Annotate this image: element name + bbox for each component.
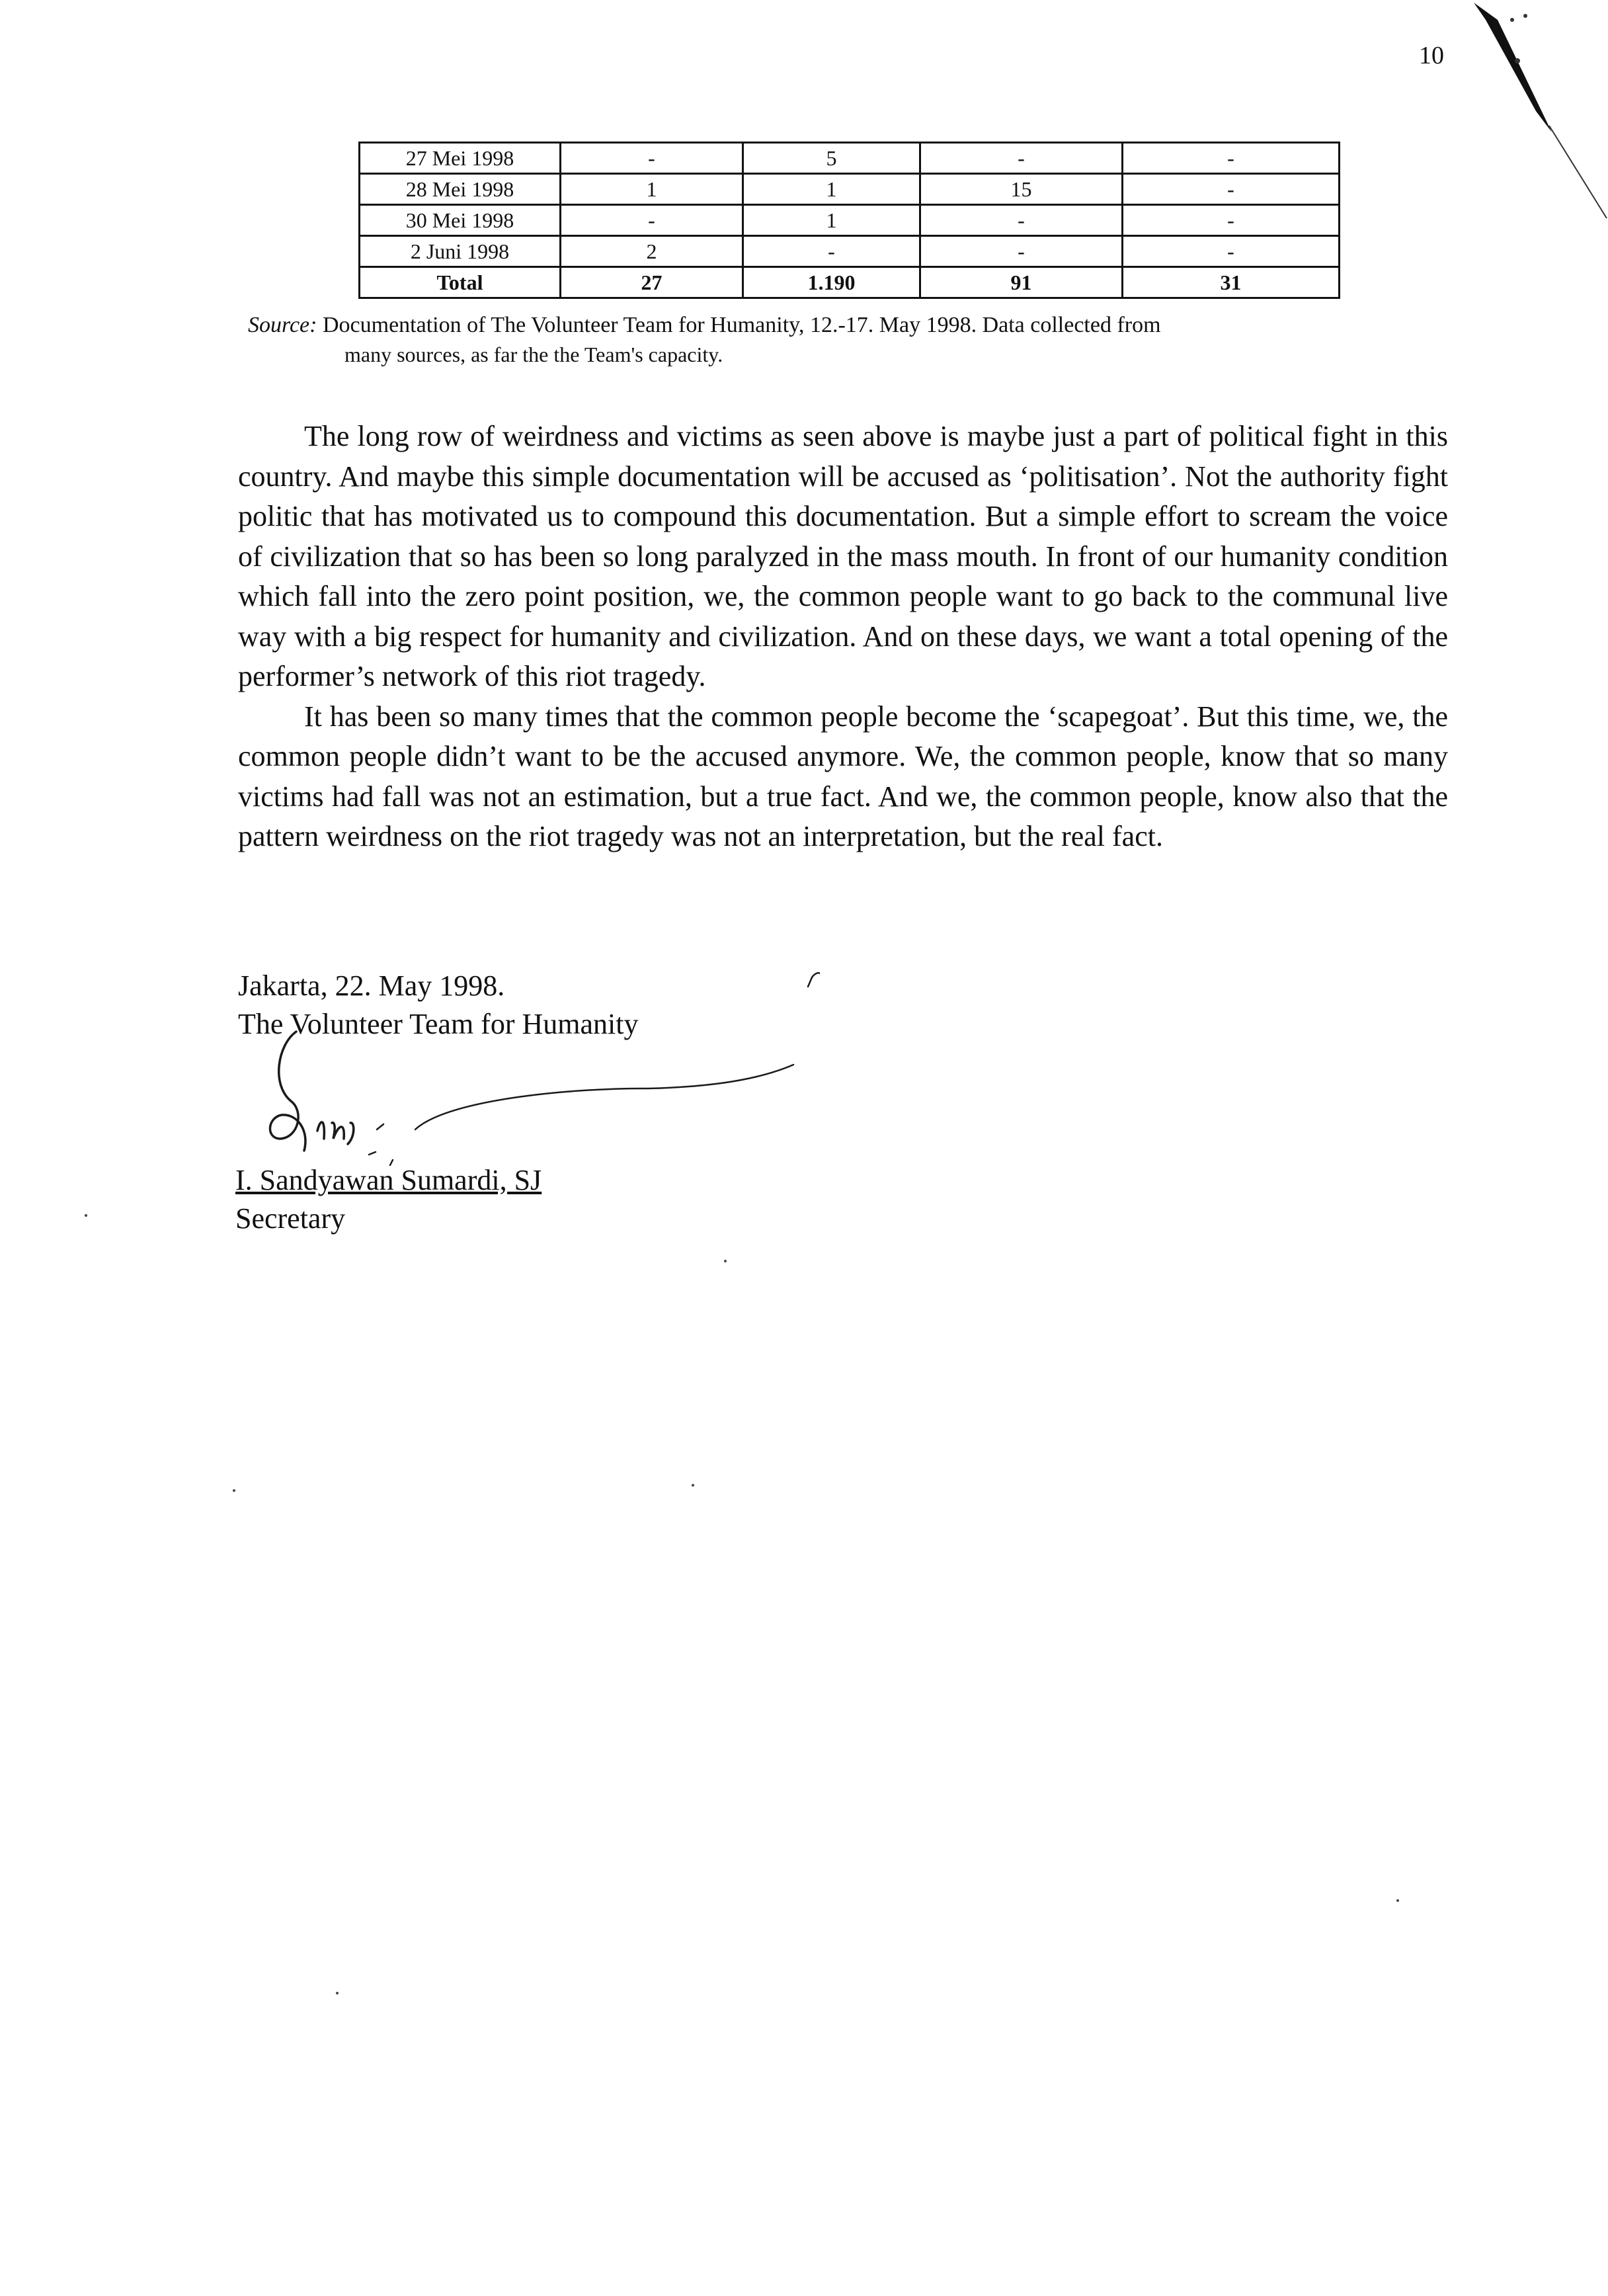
scan-speck (85, 1214, 87, 1217)
table-cell-date: 2 Juni 1998 (360, 236, 561, 267)
signature-letters (317, 1122, 354, 1144)
scan-speck (724, 1260, 727, 1262)
paragraph: The long row of weirdness and victims as seen above is maybe just a part of political fight in this country. And maybe this simple documentation will be accused as ‘politisation’. Not the authority fight politic that has motivated us to compound this documentation. But a simple effort to scream the voice of civilization that so has been so long paralyzed in the mass mouth. In front of our humanity condition which fall into the zero point position, we, the common people want to go back to the communal live way with a big respect for humanity and civilization. And on these days, we want a total opening of the performer’s network of this riot tragedy. (238, 420, 1448, 692)
table-cell: - (920, 143, 1123, 174)
total-cell: 31 (1123, 267, 1340, 298)
signature-loop (270, 1032, 305, 1151)
scan-corner-mark (1471, 0, 1608, 225)
table-row (360, 236, 1340, 267)
source-continuation: many sources, as far the the Team's capacity. (344, 343, 723, 366)
table-cell: 1 (743, 205, 920, 236)
total-label: Total (360, 267, 561, 298)
signature-flourish (415, 1065, 793, 1129)
page-number: 10 (1419, 42, 1444, 69)
source-note (248, 311, 1458, 369)
table-row (360, 174, 1340, 205)
scan-speck (336, 1992, 339, 1994)
table-row (360, 205, 1340, 236)
body-text (238, 417, 1448, 857)
table-cell-date: 30 Mei 1998 (360, 205, 561, 236)
total-cell: 91 (920, 267, 1123, 298)
corner-thin-line (1549, 126, 1607, 218)
table-cell: - (561, 205, 743, 236)
table-cell-date: 28 Mei 1998 (360, 174, 561, 205)
handwritten-signature (251, 965, 820, 1170)
table-cell: - (561, 143, 743, 174)
source-text: Documentation of The Volunteer Team for Humanity, 12.-17. May 1998. Data collected from (322, 313, 1161, 337)
organization-name: The Volunteer Team for Humanity (238, 1008, 639, 1040)
source-label: Source: (248, 313, 317, 337)
table-cell: - (1123, 205, 1340, 236)
table-cell: - (920, 205, 1123, 236)
scan-speck (1396, 1899, 1399, 1902)
signer-block (235, 1161, 542, 1238)
table-cell: - (1123, 143, 1340, 174)
table-cell: 5 (743, 143, 920, 174)
table-cell: 1 (743, 174, 920, 205)
table-total-row (360, 267, 1340, 298)
paragraph: It has been so many times that the common people become the ‘scapegoat’. But this time, we, the common people didn’t want to be the accused anymore. We, the common people, know that so many victims had fall was not an estimation, but a true fact. And we, the common people, know also that the pattern weirdness on the riot tragedy was not an interpretation, but the real fact. (238, 700, 1448, 852)
signer-name: I. Sandyawan Sumardi, SJ (235, 1164, 542, 1196)
corner-dot (1510, 18, 1514, 22)
table-row (360, 143, 1340, 174)
signature-ticks (369, 1124, 393, 1165)
scan-speck (692, 1484, 694, 1487)
corner-stroke (1474, 3, 1552, 132)
total-cell: 1.190 (743, 267, 920, 298)
table-cell-date: 27 Mei 1998 (360, 143, 561, 174)
victims-table (358, 142, 1340, 299)
signer-title: Secretary (235, 1202, 346, 1235)
signature-top-mark (808, 973, 820, 987)
table-cell: - (1123, 236, 1340, 267)
scan-speck (233, 1489, 235, 1492)
corner-dot (1515, 58, 1520, 63)
place-date: Jakarta, 22. May 1998. (238, 969, 505, 1002)
total-cell: 27 (561, 267, 743, 298)
table-cell: - (920, 236, 1123, 267)
table-cell: - (743, 236, 920, 267)
table-cell: 2 (561, 236, 743, 267)
table-cell: - (1123, 174, 1340, 205)
corner-dot (1523, 14, 1527, 18)
table-cell: 15 (920, 174, 1123, 205)
table-cell: 1 (561, 174, 743, 205)
